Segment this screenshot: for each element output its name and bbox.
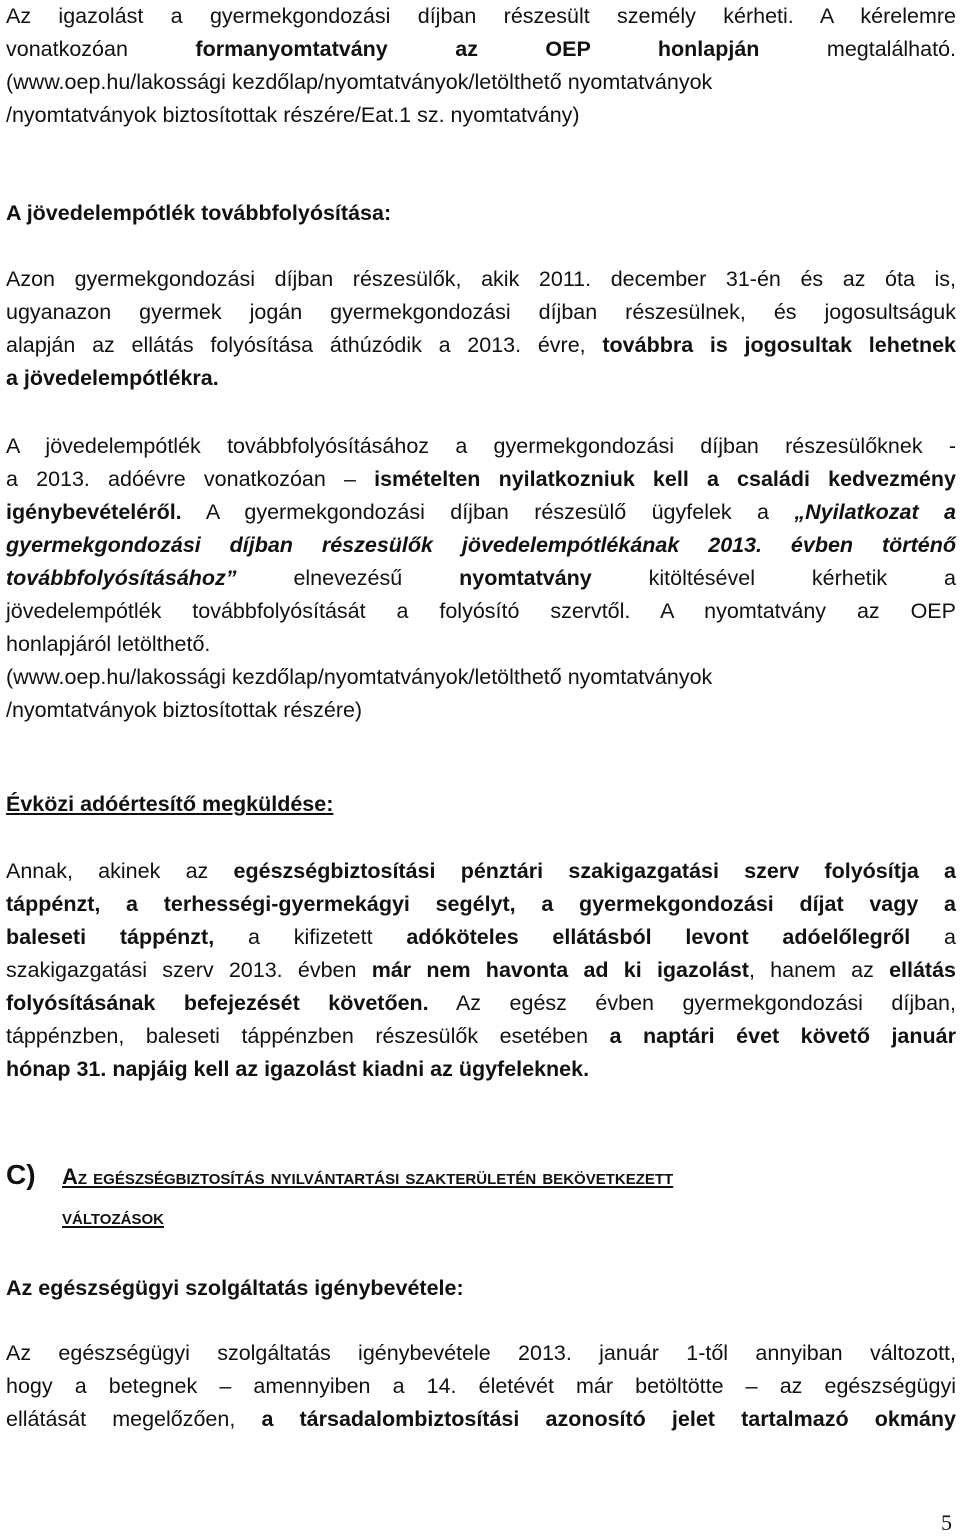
paragraph-line [6,888,956,921]
paragraph-line [6,529,956,562]
bold-italic-run: továbbfolyósításához” [6,566,237,590]
bold-run: adóköteles ellátásból levont adóelőlegről [406,925,911,949]
text-run: jövedelempótlék továbbfolyósítását a folyósító szervtől. A nyomtatvány az OEP [6,599,956,623]
text-run: alapján az ellátás folyósítása áthúzódik a 2013. évre, [6,333,603,357]
income-supplement-paragraph-2 [6,430,956,727]
text-run: elnevezésű [236,566,460,590]
tax-certificate-paragraph [6,855,956,1086]
paragraph-line [6,1020,956,1053]
text-run: Az igazolást a gyermekgondozási díjban részesült személy kérheti. A kérelemre [6,4,956,28]
section-title-continued: változások [62,1204,164,1229]
intro-paragraph [6,0,956,132]
url-line [6,66,956,99]
paragraph-line [6,954,956,987]
paragraph-line [6,496,956,529]
tax-certificate-section [6,788,956,821]
bold-run: ellátás [889,958,956,982]
income-supplement-paragraph-1 [6,263,956,395]
bold-run: továbbra is jogosultak lehetnek [602,333,956,357]
paragraph-line [6,1403,956,1436]
paragraph-line [6,628,956,661]
bold-italic-run: gyermekgondozási díjban részesülők jövedelempótlékának 2013. évben történő [6,533,956,557]
url-text: (www.oep.hu/lakossági kezdőlap/nyomtatványok/letölthető nyomtatványok [6,665,713,689]
bold-run: ismételten nyilatkozniuk kell a családi kedvezmény [374,467,956,491]
text-run: táppénzben, baleseti táppénzben részesülők esetében [6,1024,610,1048]
paragraph-line [6,595,956,628]
text-run: ugyanazon gyermek jogán gyermekgondozási díjban részesülnek, és jogosultságuk [6,300,956,324]
health-service-paragraph [6,1337,956,1436]
health-service-section [6,1272,956,1305]
bold-run: folyósításának befejezését követően. [6,991,429,1015]
paragraph-line [6,1053,956,1086]
text-run: A jövedelempótlék továbbfolyósításához a gyermekgondozási díjban részesülőknek - [6,434,956,458]
url-line [6,661,956,694]
paragraph-line [6,430,956,463]
text-run: megtalálható. [759,37,956,61]
intro-line [6,33,956,66]
section-heading: A jövedelempótlék továbbfolyósítása: [6,201,392,225]
text-run: honlapjáról letölthető. [6,632,211,656]
page-number: 5 [941,1510,952,1535]
text-run: a [910,925,956,949]
url-text: /nyomtatványok biztosítottak részére/Eat.1 sz. nyomtatvány) [6,103,580,127]
paragraph-line [6,1370,956,1403]
paragraph-line [6,329,956,362]
section-title: Az egészségbiztosítás nyilvántartási szakterületén bekövetkezett [62,1164,674,1189]
section-c-title-row [6,1160,956,1192]
bold-run: már nem havonta ad ki igazolást [371,958,749,982]
bold-run: a jövedelempótlékra. [6,366,219,390]
text-run: kitöltésével kérhetik a [591,566,957,590]
paragraph-line [6,921,956,954]
text-run: Az egészségügyi szolgáltatás igénybevétele 2013. január 1-től annyiban változott, [6,1341,956,1365]
url-line [6,99,956,132]
bold-run: hónap 31. napjáig kell az igazolást kiadni az ügyfeleknek. [6,1057,590,1081]
bold-run: a naptári évet követő január [609,1024,956,1048]
bold-run: formanyomtatvány az OEP honlapján [195,37,760,61]
paragraph-line [6,296,956,329]
section-heading: Az egészségügyi szolgáltatás igénybevétele: [6,1276,464,1300]
bold-run: nyomtatvány [459,566,592,590]
paragraph-line [6,987,956,1020]
paragraph-line [6,562,956,595]
bold-italic-run: „Nyilatkozat a [794,500,957,524]
text-run: szakigazgatási szerv 2013. évben [6,958,372,982]
bold-run: egészségbiztosítási pénztári szakigazgatási szerv folyósítja a [233,859,957,883]
text-run: a 2013. adóévre vonatkozóan – [6,467,375,491]
bold-run: táppénzt, a terhességi-gyermekágyi segélyt, a gyermekgondozási díjat vagy a [6,892,956,916]
section-c-heading [6,1160,956,1232]
url-text: /nyomtatványok biztosítottak részére) [6,698,363,722]
text-run: Azon gyermekgondozási díjban részesülők, akik 2011. december 31-én és az óta is, [6,267,956,291]
paragraph-line [6,463,956,496]
text-run: , hanem az [748,958,890,982]
paragraph-line [6,362,956,395]
text-run: vonatkozóan [6,37,196,61]
paragraph-line [6,263,956,296]
text-run: Az egész évben gyermekgondozási díjban, [428,991,956,1015]
text-run: a kifizetett [214,925,407,949]
bold-run: igénybevételéről. [6,500,182,524]
bold-run: a társadalombiztosítási azonosító jelet tartalmazó okmány [261,1407,956,1431]
url-text: (www.oep.hu/lakossági kezdőlap/nyomtatványok/letölthető nyomtatványok [6,70,713,94]
bold-run: baleseti táppénzt, [6,925,215,949]
section-c-title-row [6,1202,956,1232]
income-supplement-section [6,197,956,230]
intro-line [6,0,956,33]
text-run: ellátását megelőzően, [6,1407,262,1431]
section-letter: C) [6,1159,36,1190]
url-line [6,694,956,727]
text-run: A gyermekgondozási díjban részesülő ügyfelek a [181,500,795,524]
text-run: Annak, akinek az [6,859,234,883]
section-heading: Évközi adóértesítő megküldése: [6,792,334,816]
paragraph-line [6,855,956,888]
paragraph-line [6,1337,956,1370]
text-run: hogy a betegnek – amennyiben a 14. életévét már betöltötte – az egészségügyi [6,1374,956,1398]
